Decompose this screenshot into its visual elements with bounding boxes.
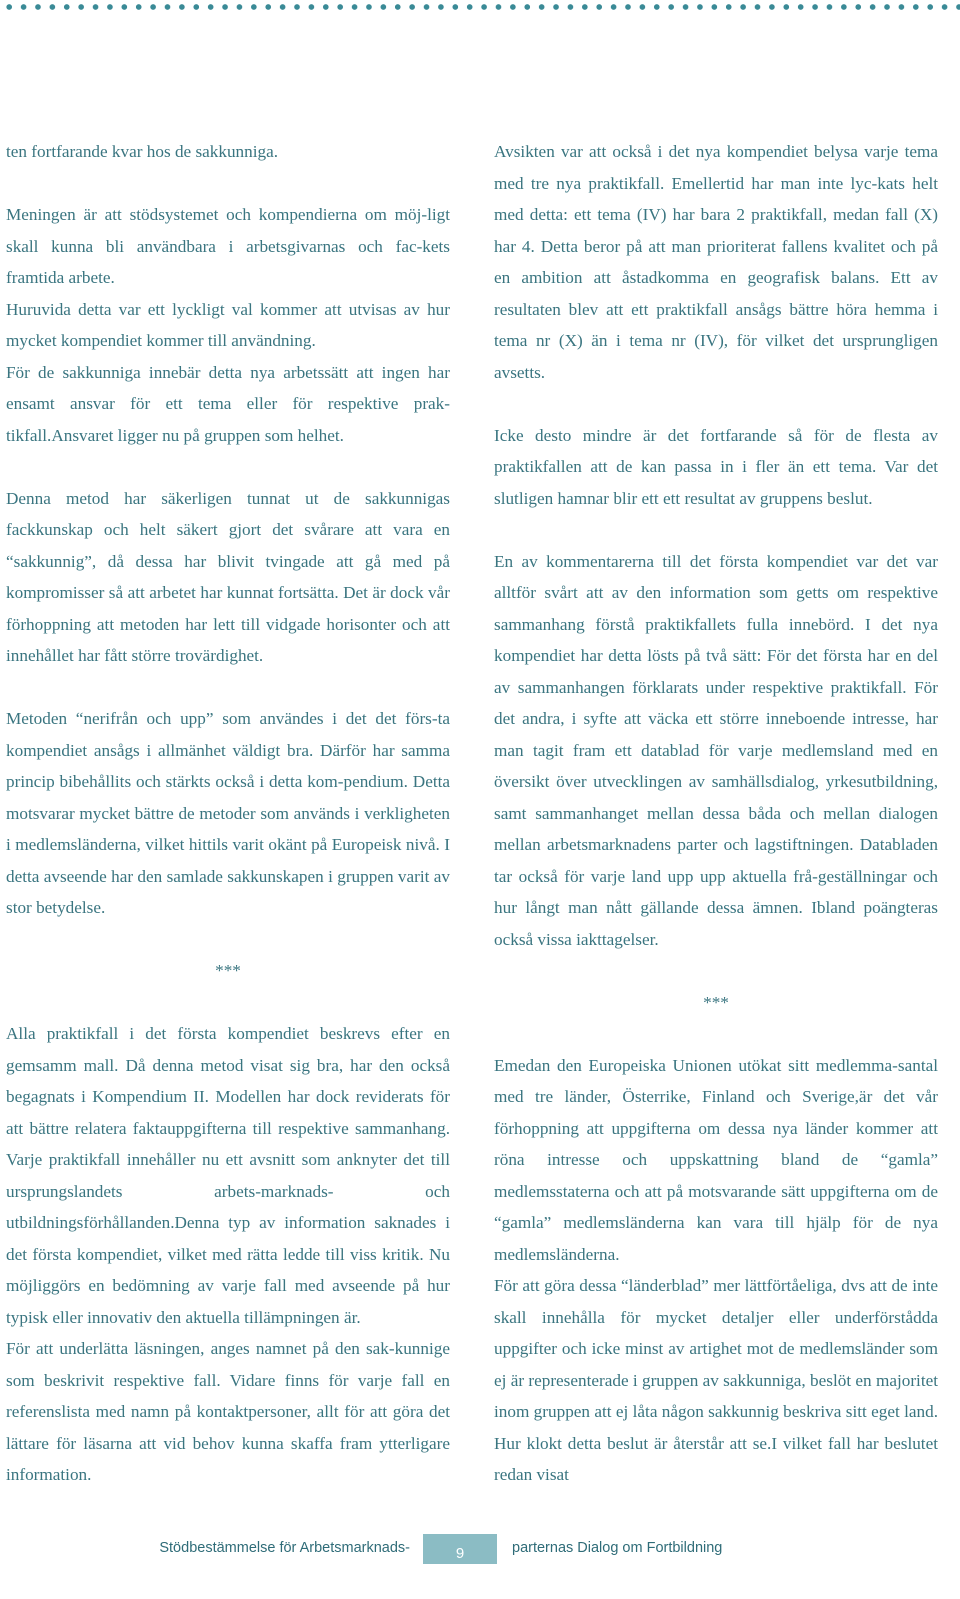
paragraph: För de sakkunniga innebär detta nya arbetssätt att ingen har ensamt ansvar för ett tema eller för respektive prak-tikfall.Ansvaret ligger nu på gruppen som helhet. (6, 362, 450, 445)
paragraph: För att göra dessa “länderblad” mer lättförtåeliga, dvs att de inte skall innehålla för mycket detaljer eller underförstådda uppgifter och icke minst av artighet mot de medlemsländer som ej är representerade i gruppen av sakkunniga, beslöt en majoritet inom gruppen att ej låta någon sakkunnig beskriva sitt eget land. Hur klokt detta beslut är återstår att se.I vilket fall har beslutet redan visat (494, 1276, 938, 1484)
page-number: 9 (423, 1534, 497, 1564)
paragraph: Denna metod har säkerligen tunnat ut de sakkunnigas fackkunskap och helt säkert gjort det svårare att vara en “sakkunnig”, då dessa har blivit tvingade att gå med på kompromisser så att arbetet har kunnat fortsätta. Det är dock vår förhoppning att metoden har lett till vidgade horisonter och att innehållet har fått större trovärdighet. (6, 488, 450, 665)
paragraph: Alla praktikfall i det första kompendiet beskrevs efter en gemsamm mall. Då denna metod visat sig bra, har den också begagnats i Kompendium II. Modellen har dock reviderats för att bättre relatera faktauppgifterna till respektive sammanhang. Varje praktikfall innehåller nu ett avsnitt som anknyter det till ursprungslandets arbets-marknads- och utbildningsförhållanden.Denna typ av information saknades i det första kompendiet, vilket med rätta ledde till viss kritik. Nu möjliggörs en bedömning av varje fall med avseende på hur typisk eller innovativ den aktuella tillämpningen är. (6, 1024, 450, 1327)
paragraph: Huruvida detta var ett lyckligt val kommer att utvisas av hur mycket kompendiet kommer till användning. (6, 299, 450, 350)
paragraph: Emedan den Europeiska Unionen utökat sitt medlemma-santal med tre länder, Österrike, Finland och Sverige,är det vår förhoppning att uppgifterna om dessa nya länder kommer att röna intresse och uppskattning bland de “gamla” medlemsstaterna och att på motsvarande sätt uppgifterna om de “gamla” medlemsländerna kan vara till hjälp för de nya medlemsländerna. (494, 1055, 938, 1264)
paragraph: Metoden “nerifrån och upp” som användes i det det förs-ta kompendiet ansågs i allmänhet väldigt bra. Därför har samma princip bibehållits och stärkts också i detta kom-pendium. Detta motsvarar mycket bättre de metoder som används i verkligheten i medlemsländerna, vilket hittils varit okänt på Europeisk nivå. I detta avseende har den samlade sakkunskapen i gruppen varit av stor betydelse. (6, 709, 450, 917)
paragraph: För att underlätta läsningen, anges namnet på den sak-kunnige som beskrivit respektive fall. Vidare finns för varje fall en referenslista med namn på kontaktpersoner, allt för att göra det lättare för läsarna att vid behov kunna skaffa fram ytterligare information. (6, 1339, 450, 1484)
footer-right-text: parternas Dialog om Fortbildning (512, 1540, 723, 1556)
paragraph: Icke desto mindre är det fortfarande så för de flesta av praktikfallen att de kan passa in i fler än ett tema. Var det slutligen hamnar blir ett ett resultat av gruppens beslut. (494, 425, 938, 508)
section-separator: *** (703, 992, 729, 1012)
footer-left-text: Stödbestämmelse för Arbetsmarknads- (159, 1540, 410, 1556)
top-dotted-border (0, 0, 960, 14)
paragraph: Avsikten var att också i det nya kompendiet belysa varje tema med tre nya praktikfall. Emellertid har man inte lyc-kats helt med detta: ett tema (IV) har bara 2 praktikfall, medan fall (X) har 4. Detta beror på att man prioriterat fallens kvalitet och på en ambition att åstadkomma en geografisk balans. Ett av resultaten blev att ett praktikfall ansågs bättre höra hemma i tema nr (X) än i tema nr (IV), för vilket det ursprungligen avsetts. (494, 142, 938, 382)
paragraph: ten fortfarande kvar hos de sakkunniga. (6, 142, 279, 161)
paragraph: En av kommentarerna till det första kompendiet var det var alltför svårt att av den information som getts om respektive sammanhang förstå praktikfallets fulla innebörd. I det nya kompendiet har detta lösts på två sätt: För det första har en del av sammanhangen förklarats under respektive praktikfall. För det andra, i syfte att väcka ett större inneboende intresse, har man tagit fram ett datablad för varje medlemsland med en översikt över utvecklingen av samhällsdialog, yrkesutbildning, samt sammanhanget mellan dessa båda och mellan dialogen mellan arbetsmarknadens parter och lagstiftningen. Databladen tar också för varje land upp upp aktuella frå-geställningar och hur långt man nått gällande dessa ämnen. Ibland poängteras också vissa iakttagelser. (494, 551, 938, 949)
left-column (6, 136, 450, 1491)
section-separator: *** (215, 961, 241, 980)
paragraph: Meningen är att stödsystemet och kompendierna om möj-ligt skall kunna bli användbara i arbetsgivarnas och fac-kets framtida arbete. (6, 205, 450, 287)
page-footer (0, 1540, 960, 1564)
right-column (494, 136, 938, 1491)
